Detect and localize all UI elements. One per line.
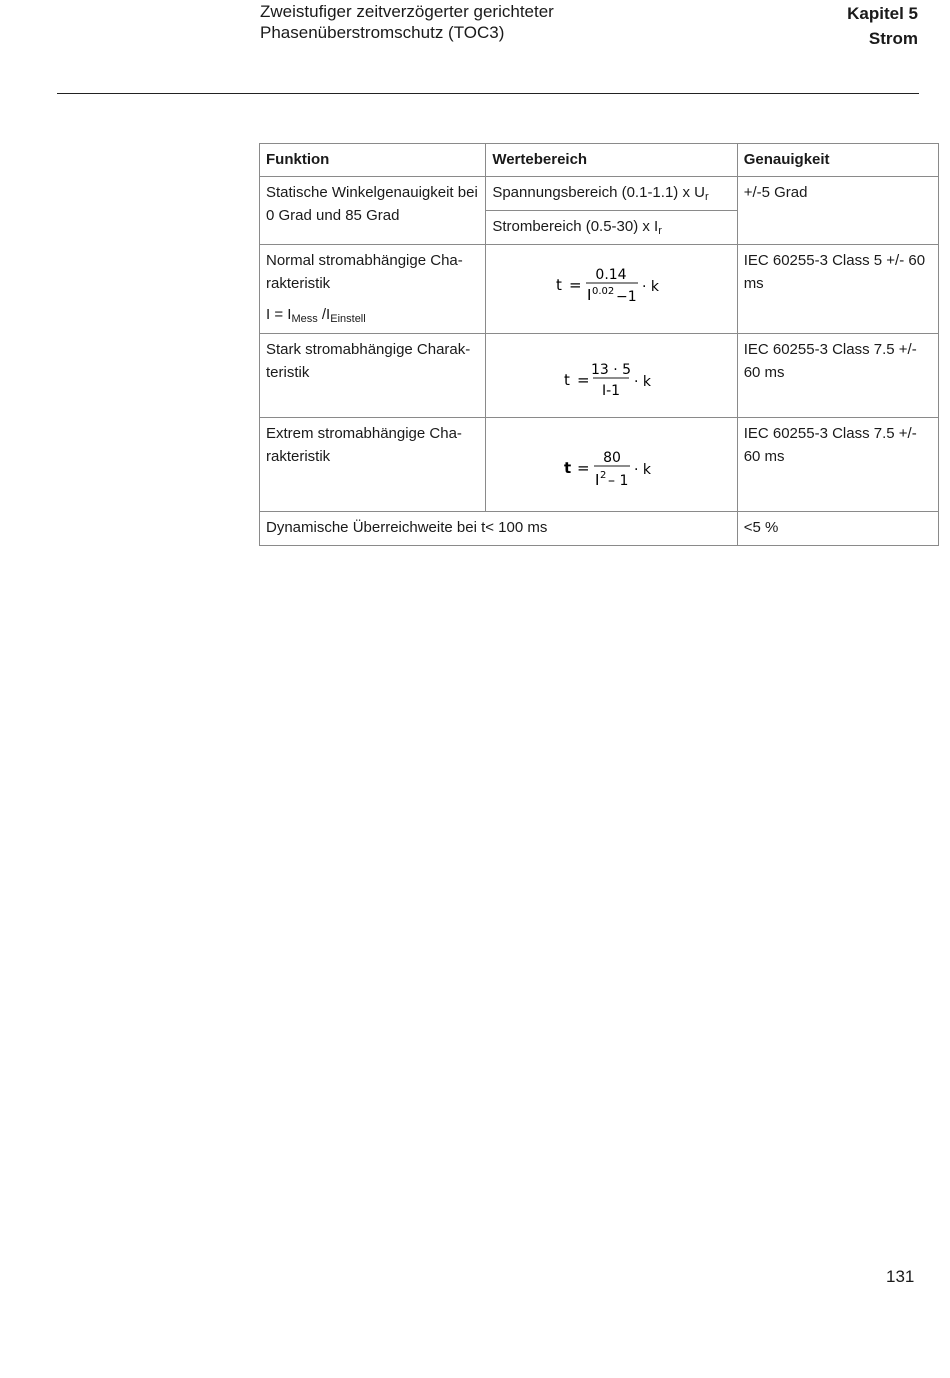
table-row [260, 245, 939, 334]
voltage-range-subscript: r [704, 191, 709, 203]
formula-denominator-exponent: 2 [599, 470, 606, 481]
cell-voltage-range [486, 177, 737, 211]
cell-formula-normal-inverse [486, 245, 737, 334]
extremely-inverse-line2: rakteristik [266, 448, 331, 465]
page-number: 131 [886, 1267, 915, 1286]
cell-formula-extremely-inverse [486, 418, 737, 512]
running-header-chapter [847, 1, 918, 51]
formula-denominator-rest: – 1 [607, 473, 628, 489]
normal-inverse-line1: Normal stromabhängige Cha- [266, 252, 463, 269]
cell-current-range [486, 211, 737, 245]
formula-numerator: 80 [602, 450, 621, 466]
formula-factor: · k [633, 462, 651, 478]
cell-function-extremely-inverse [260, 418, 486, 512]
table-header-row [260, 144, 939, 177]
formula-denominator-base: I [594, 471, 599, 489]
formula-denominator: I-1 [601, 383, 620, 399]
cell-accuracy-angle: +/-5 Grad [737, 177, 938, 245]
cell-formula-very-inverse [486, 334, 737, 418]
cell-function-normal-inverse [260, 245, 486, 334]
formula-denominator-rest: −1 [615, 288, 637, 305]
cell-accuracy-normal-inverse: IEC 60255-3 Class 5 +/- 60 ms [737, 245, 938, 334]
column-header-function: Funktion [260, 144, 486, 177]
normal-inverse-line2: rakteristik [266, 275, 331, 292]
cell-function-angle: Statische Winkelgenauigkeit bei 0 Grad und 85 Grad [260, 177, 486, 245]
extremely-inverse-line1: Extrem stromabhängige Cha- [266, 425, 462, 442]
formula-numerator: 0.14 [594, 266, 627, 283]
header-title-line2: Phasenüberstromschutz (TOC3) [260, 23, 505, 42]
formula-lhs: t [563, 371, 570, 389]
formula-factor: · k [633, 374, 651, 390]
very-inverse-line1: Stark stromabhängige Charak- [266, 341, 471, 358]
current-range-text: Strombereich (0.5-30) x I [492, 218, 659, 235]
column-header-range: Wertebereich [486, 144, 737, 177]
header-title-line1: Zweistufiger zeitverzögerter gerichteter [260, 2, 554, 21]
definition-prefix: I = I [266, 306, 292, 323]
cell-function-dynamic-overreach: Dynamische Überreichweite bei t< 100 ms [260, 512, 738, 546]
current-ratio-definition [266, 303, 479, 326]
formula-very-inverse [562, 358, 662, 402]
formula-equals: = [576, 371, 590, 389]
formula-lhs: t [563, 459, 571, 477]
definition-mid: /I [317, 306, 331, 323]
table-row [260, 177, 939, 211]
formula-lhs: t [555, 275, 562, 294]
table-row [260, 512, 939, 546]
column-header-accuracy: Genauigkeit [737, 144, 938, 177]
cell-accuracy-very-inverse: IEC 60255-3 Class 7.5 +/- 60 ms [737, 334, 938, 418]
formula-equals: = [568, 275, 582, 294]
definition-subscript-mess: Mess [291, 313, 318, 325]
cell-accuracy-dynamic-overreach: <5 % [737, 512, 938, 546]
formula-denominator-base: I [586, 285, 591, 304]
running-header-title [260, 1, 780, 43]
formula-normal-inverse [552, 263, 672, 307]
specification-table [259, 143, 939, 546]
section-label: Strom [868, 29, 918, 48]
definition-subscript-einstell: Einstell [330, 313, 366, 325]
formula-denominator-exponent: 0.02 [591, 285, 614, 297]
formula-extremely-inverse [562, 447, 662, 491]
voltage-range-text: Spannungsbereich (0.1-1.1) x U [492, 184, 705, 201]
header-divider [57, 93, 919, 94]
formula-numerator: 13 · 5 [590, 362, 631, 378]
chapter-label: Kapitel 5 [847, 4, 918, 23]
formula-equals: = [576, 459, 590, 477]
current-range-subscript: r [658, 225, 662, 237]
very-inverse-line2: teristik [266, 364, 310, 381]
cell-accuracy-extremely-inverse: IEC 60255-3 Class 7.5 +/- 60 ms [737, 418, 938, 512]
table-row [260, 334, 939, 418]
table-row [260, 418, 939, 512]
cell-function-very-inverse [260, 334, 486, 418]
formula-factor: · k [641, 278, 659, 295]
